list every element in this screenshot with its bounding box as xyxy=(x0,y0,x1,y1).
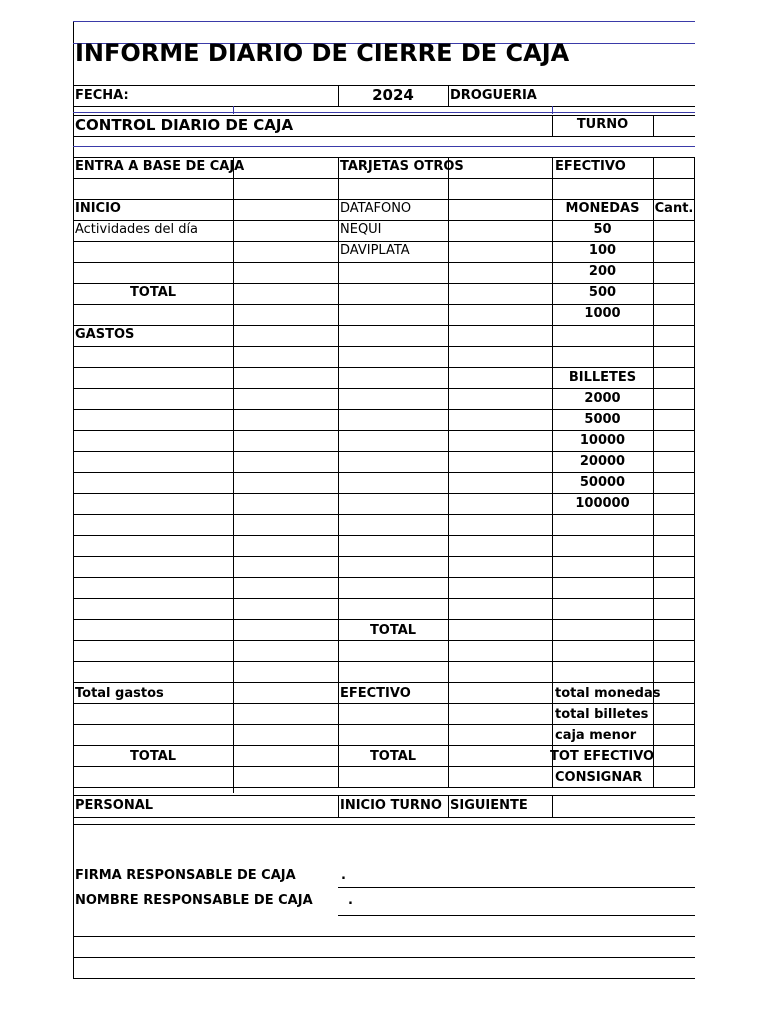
cant-cell[interactable] xyxy=(654,410,694,430)
moneda-value: 50 xyxy=(593,222,612,237)
total-billetes-label: total billetes xyxy=(555,707,649,722)
total-tarjetas-label: TOTAL xyxy=(369,623,417,638)
cant-cell[interactable] xyxy=(654,284,694,304)
cant-cell[interactable] xyxy=(654,515,694,535)
cant-cell[interactable] xyxy=(654,767,694,787)
cant-cell[interactable] xyxy=(654,347,694,367)
guide-line xyxy=(73,112,695,113)
moneda-value: 500 xyxy=(588,285,617,300)
sheet-top-border xyxy=(73,21,695,22)
cant-cell[interactable] xyxy=(654,557,694,577)
cant-cell[interactable] xyxy=(654,599,694,619)
grid-line xyxy=(694,157,695,787)
tarjeta-datafono: DATAFONO xyxy=(340,201,412,216)
moneda-value: 200 xyxy=(588,264,617,279)
firma-label: FIRMA RESPONSABLE DE CAJA xyxy=(75,868,296,883)
turno-label: TURNO xyxy=(576,117,629,132)
grid-line xyxy=(73,824,695,825)
inicio-label: INICIO xyxy=(75,201,121,216)
total-left-label: TOTAL xyxy=(129,285,177,300)
billete-value: 20000 xyxy=(579,454,626,469)
cant-cell[interactable] xyxy=(654,452,694,472)
cant-cell[interactable] xyxy=(654,326,694,346)
efectivo-mid-label: EFECTIVO xyxy=(340,686,411,701)
grid-line xyxy=(73,556,695,557)
grid-line xyxy=(73,936,695,937)
tarjeta-daviplata: DAVIPLATA xyxy=(340,243,410,258)
cant-cell[interactable] xyxy=(654,641,694,661)
year-value: 2024 xyxy=(372,86,414,104)
total-gastos-label: Total gastos xyxy=(75,686,164,701)
grid-line xyxy=(73,619,695,620)
grid-line xyxy=(73,598,695,599)
grid-line xyxy=(73,106,695,107)
total-monedas-label: total monedas xyxy=(555,686,661,701)
caja-menor-label: caja menor xyxy=(555,728,637,743)
drogueria-label: DROGUERIA xyxy=(450,88,537,103)
grid-line xyxy=(73,136,695,137)
total-gastos-row-label: TOTAL xyxy=(129,749,177,764)
cant-header: Cant. xyxy=(654,201,694,216)
grid-line xyxy=(73,535,695,536)
billete-value: 100000 xyxy=(575,496,630,511)
guide-line xyxy=(552,106,553,114)
billete-value: 5000 xyxy=(584,412,621,427)
grid-line xyxy=(73,178,695,179)
tarjeta-nequi: NEQUI xyxy=(340,222,382,237)
cant-cell[interactable] xyxy=(654,242,694,262)
cant-cell[interactable] xyxy=(654,746,694,766)
guide-line xyxy=(73,146,695,147)
cant-cell[interactable] xyxy=(654,368,694,388)
cant-cell[interactable] xyxy=(654,431,694,451)
nombre-field[interactable]: . xyxy=(348,893,353,908)
grid-line xyxy=(448,795,449,817)
moneda-value: 1000 xyxy=(584,306,621,321)
grid-line xyxy=(73,661,695,662)
grid-line xyxy=(448,157,449,787)
siguiente-label: SIGUIENTE xyxy=(450,798,528,813)
billete-value: 2000 xyxy=(584,391,621,406)
fecha-label: FECHA: xyxy=(75,88,129,103)
nombre-label: NOMBRE RESPONSABLE DE CAJA xyxy=(75,893,313,908)
inicio-turno-label: INICIO TURNO xyxy=(340,798,442,813)
cant-cell[interactable] xyxy=(654,494,694,514)
cant-cell[interactable] xyxy=(654,578,694,598)
billete-value: 50000 xyxy=(579,475,626,490)
cant-cell[interactable] xyxy=(654,620,694,640)
actividades-label: Actividades del día xyxy=(75,222,199,237)
grid-line xyxy=(73,325,695,326)
personal-label: PERSONAL xyxy=(75,798,154,813)
grid-line xyxy=(73,682,695,683)
cant-cell[interactable] xyxy=(654,536,694,556)
moneda-value: 100 xyxy=(588,243,617,258)
monedas-header: MONEDAS xyxy=(565,201,640,216)
firma-underline xyxy=(338,887,695,888)
grid-line xyxy=(448,85,449,106)
cant-cell[interactable] xyxy=(654,725,694,745)
base-header: ENTRA A BASE DE CAJA xyxy=(75,159,245,174)
tarjetas-header: TARJETAS OTROS xyxy=(340,159,464,174)
grid-line xyxy=(73,577,695,578)
efectivo-header: EFECTIVO xyxy=(555,159,626,174)
firma-field[interactable]: . xyxy=(341,868,346,883)
cant-cell[interactable] xyxy=(654,221,694,241)
control-label: CONTROL DIARIO DE CAJA xyxy=(75,116,294,134)
tot-efectivo-label: TOT EFECTIVO xyxy=(550,749,655,764)
billete-value: 10000 xyxy=(579,433,626,448)
grid-line xyxy=(73,514,695,515)
total-efectivo-mid-label: TOTAL xyxy=(369,749,417,764)
billetes-header: BILLETES xyxy=(568,370,637,385)
consignar-label: CONSIGNAR xyxy=(555,770,643,785)
grid-line xyxy=(552,795,553,817)
grid-line xyxy=(73,957,695,958)
cant-cell[interactable] xyxy=(654,263,694,283)
report-title: INFORME DIARIO DE CIERRE DE CAJA xyxy=(75,39,570,67)
grid-line xyxy=(73,346,695,347)
sheet-left-border xyxy=(73,21,74,979)
turno-field[interactable] xyxy=(654,116,694,136)
cant-cell[interactable] xyxy=(654,704,694,724)
grid-line xyxy=(233,157,234,793)
grid-line xyxy=(338,157,339,787)
cant-cell[interactable] xyxy=(654,473,694,493)
guide-line xyxy=(233,106,234,114)
gastos-label: GASTOS xyxy=(75,327,135,342)
grid-line xyxy=(73,978,695,979)
nombre-underline xyxy=(338,915,695,916)
grid-line xyxy=(338,795,339,817)
grid-line xyxy=(73,817,695,818)
cant-cell[interactable] xyxy=(654,662,694,682)
cant-cell[interactable] xyxy=(654,305,694,325)
cant-cell[interactable] xyxy=(654,389,694,409)
